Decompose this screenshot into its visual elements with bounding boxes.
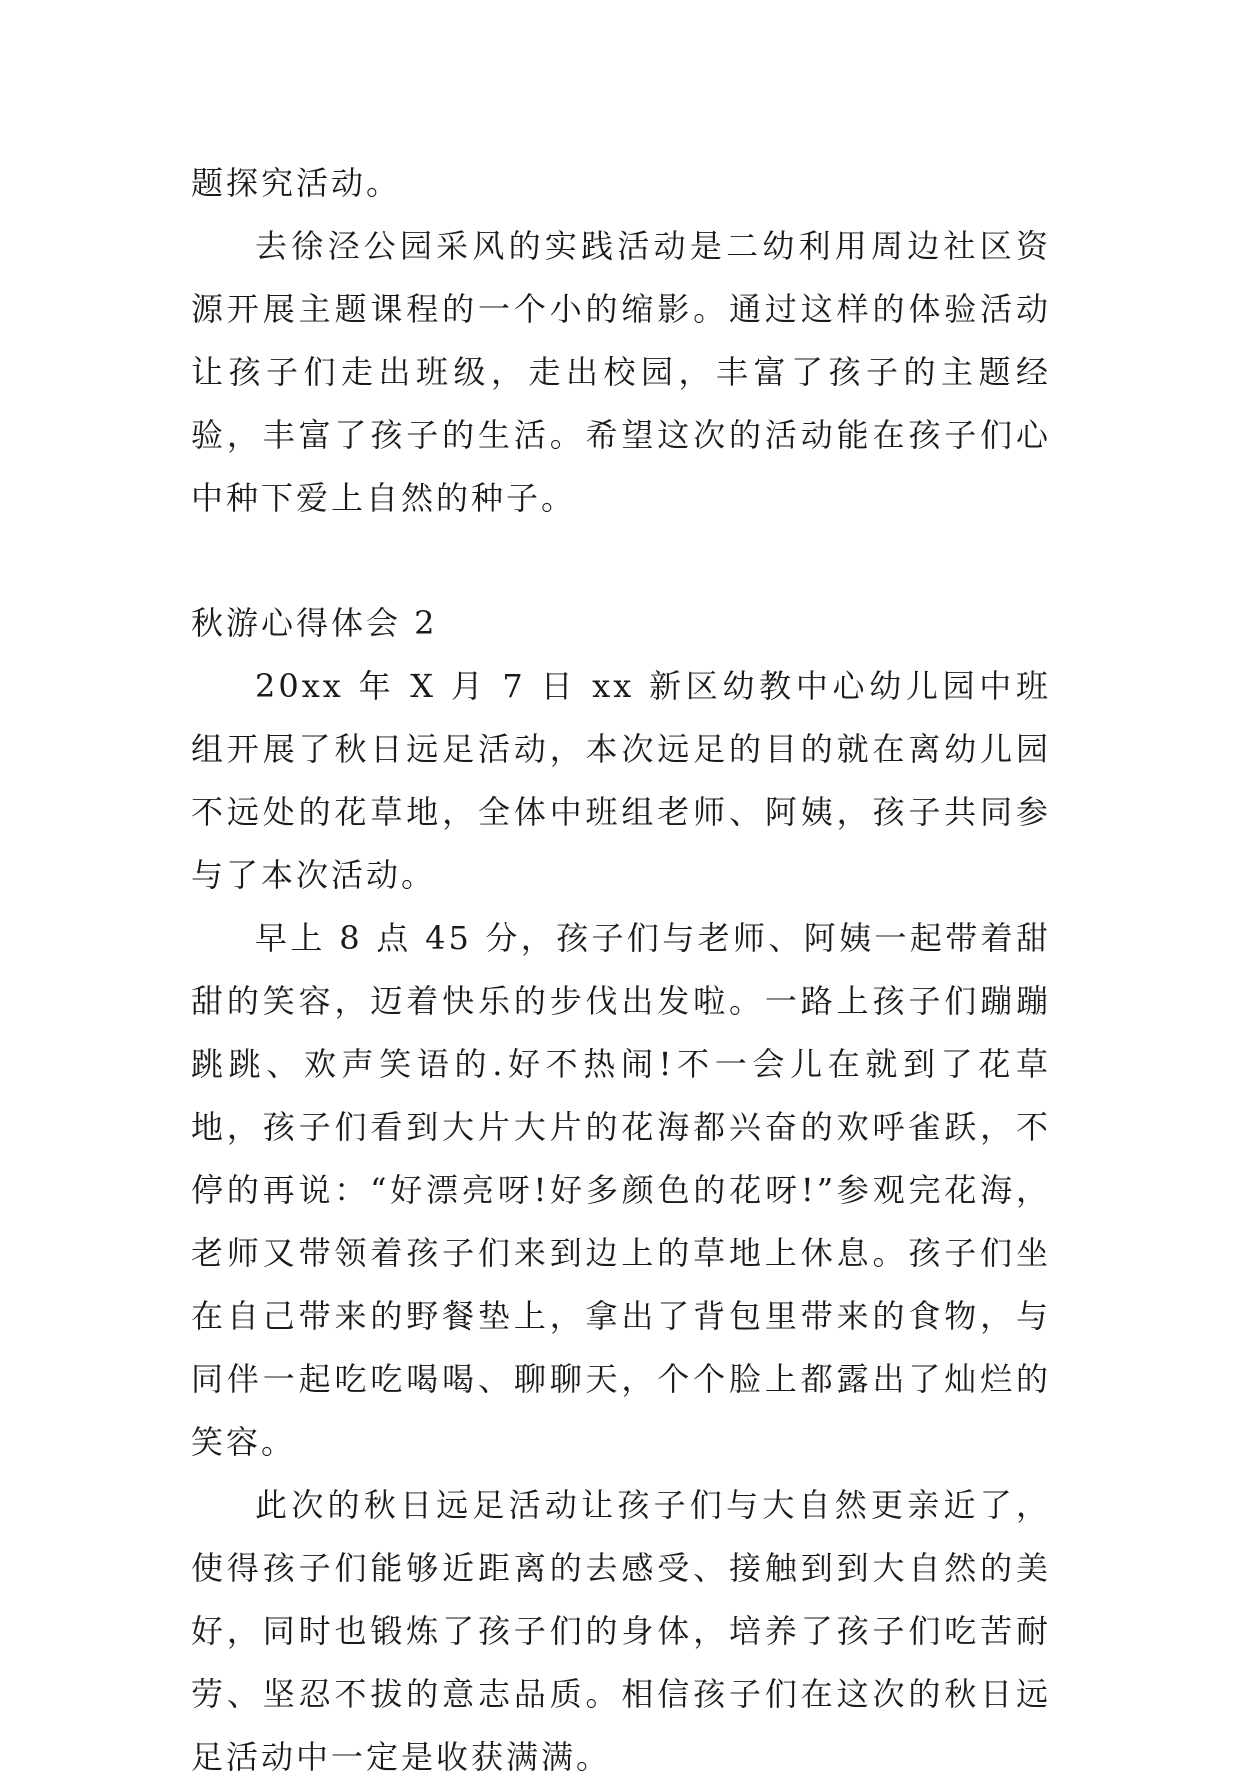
paragraph: 去徐泾公园采风的实践活动是二幼利用周边社区资源开展主题课程的一个小的缩影。通过这样的体验活动让孩子们走出班级，走出校园，丰富了孩子的主题经验，丰富了孩子的生活。希望这次的活动能在孩子们心中种下爱上自然的种子。 — [191, 227, 1051, 517]
continued-paragraph: 题探究活动。 — [191, 164, 402, 202]
paragraph: 早上 8 点 45 分，孩子们与老师、阿姨一起带着甜甜的笑容，迈着快乐的步伐出发啦。一路上孩子们蹦蹦跳跳、欢声笑语的.好不热闹!不一会儿在就到了花草地，孩子们看到大片大片的花海都兴奋的欢呼雀跃，不停的再说：“好漂亮呀!好多颜色的花呀!”参观完花海，老师又带领着孩子们来到边上的草地上休息。孩子们坐在自己带来的野餐垫上，拿出了背包里带来的食物，与同伴一起吃吃喝喝、聊聊天，个个脸上都露出了灿烂的笑容。 — [191, 919, 1051, 1461]
section-heading: 秋游心得体会 2 — [191, 604, 438, 642]
document-body — [191, 152, 1051, 1789]
paragraph: 此次的秋日远足活动让孩子们与大自然更亲近了，使得孩子们能够近距离的去感受、接触到到大自然的美好，同时也锻炼了孩子们的身体，培养了孩子们吃苦耐劳、坚忍不拔的意志品质。相信孩子们在这次的秋日远足活动中一定是收获满满。 — [191, 1486, 1051, 1776]
paragraph: 20xx 年 X 月 7 日 xx 新区幼教中心幼儿园中班组开展了秋日远足活动，本次远足的目的就在离幼儿园不远处的花草地，全体中班组老师、阿姨，孩子共同参与了本次活动。 — [191, 667, 1051, 894]
